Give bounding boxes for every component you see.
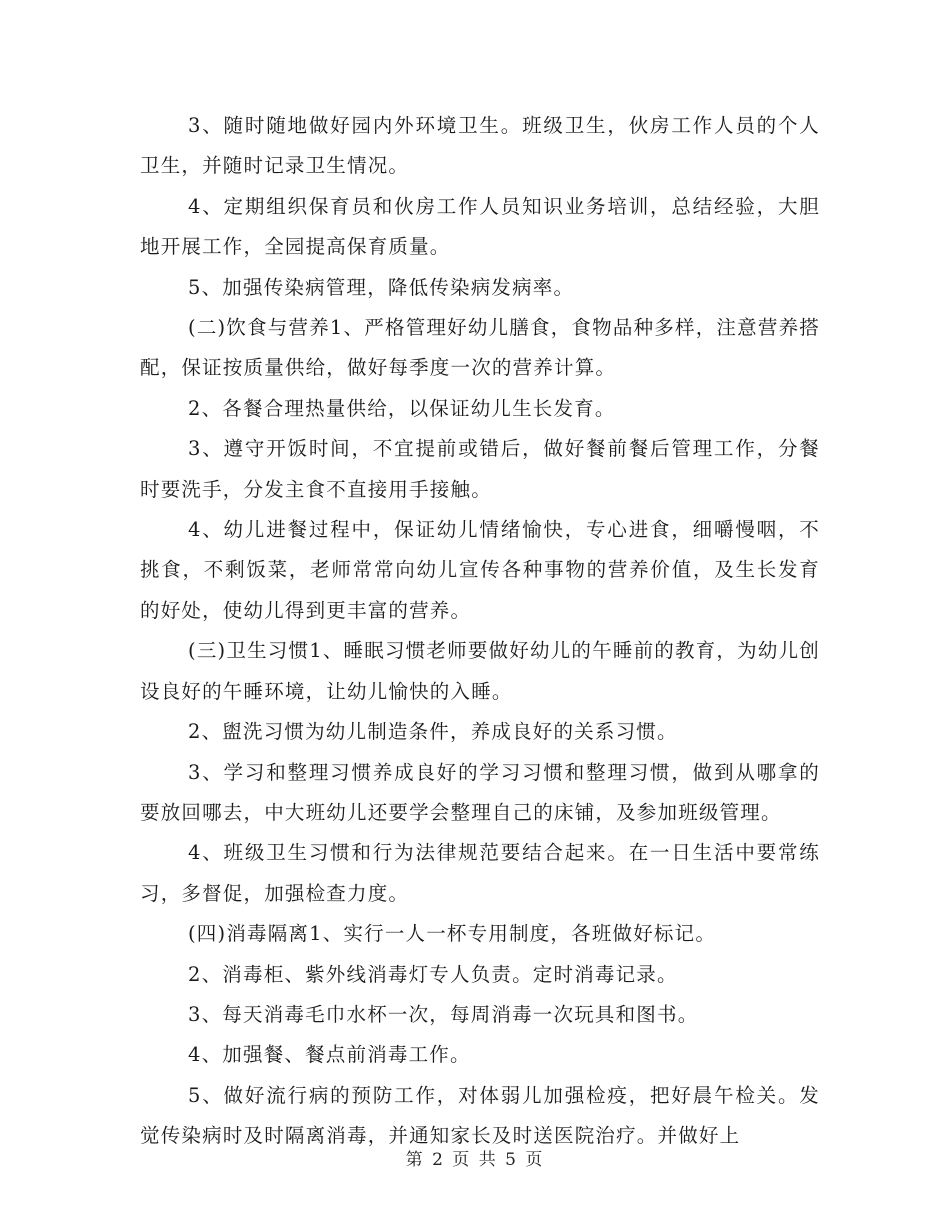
- paragraph-13: 2、消毒柜、紫外线消毒灯专人负责。定时消毒记录。: [188, 962, 678, 986]
- paragraph-11: 4、班级卫生习惯和行为法律规范要结合起来。在一日生活中要常练习，多督促，加强检查力度。: [140, 841, 820, 905]
- paragraph-15: 4、加强餐、餐点前消毒工作。: [188, 1043, 471, 1067]
- paragraph-10: 3、学习和整理习惯养成良好的学习习惯和整理习惯，做到从哪拿的要放回哪去，中大班幼儿还要学会整理自己的床铺，及参加班级管理。: [140, 760, 820, 824]
- paragraph-12: (四)消毒隔离1、实行一人一杯专用制度，各班做好标记。: [188, 922, 717, 946]
- paragraph-14: 3、每天消毒毛巾水杯一次，每周消毒一次玩具和图书。: [188, 1002, 699, 1026]
- paragraph-4: (二)饮食与营养1、严格管理好幼儿膳食，食物品种多样，注意营养搭配，保证按质量供给，做好每季度一次的营养计算。: [140, 316, 820, 380]
- paragraph-2: 4、定期组织保育员和伙房工作人员知识业务培训，总结经验，大胆地开展工作，全园提高保育质量。: [140, 194, 820, 259]
- paragraph-16: 5、做好流行病的预防工作，对体弱儿加强检疫，把好晨午检关。发觉传染病时及时隔离消毒，并通知家长及时送医院治疗。并做好上: [140, 1083, 820, 1148]
- paragraph-9: 2、盥洗习惯为幼儿制造条件，养成良好的关系习惯。: [188, 720, 678, 744]
- paragraph-5: 2、各餐合理热量供给，以保证幼儿生长发育。: [188, 396, 616, 420]
- paragraph-1: 3、随时随地做好园内外环境卫生。班级卫生，伙房工作人员的个人卫生，并随时记录卫生情况。: [140, 114, 820, 178]
- document-body: [140, 106, 820, 1157]
- paragraph-3: 5、加强传染病管理，降低传染病发病率。: [188, 275, 575, 299]
- page-footer: 第 2 页 共 5 页: [405, 1150, 545, 1170]
- paragraph-8: (三)卫生习惯1、睡眠习惯老师要做好幼儿的午睡前的教育，为幼儿创设良好的午睡环境，让幼儿愉快的入睡。: [140, 639, 820, 703]
- paragraph-6: 3、遵守开饭时间，不宜提前或错后，做好餐前餐后管理工作，分餐时要洗手，分发主食不直接用手接触。: [140, 437, 820, 501]
- paragraph-7: 4、幼儿进餐过程中，保证幼儿情绪愉快，专心进食，细嚼慢咽，不挑食，不剩饭菜，老师常常向幼儿宣传各种事物的营养价值，及生长发育的好处，使幼儿得到更丰富的营养。: [140, 518, 820, 622]
